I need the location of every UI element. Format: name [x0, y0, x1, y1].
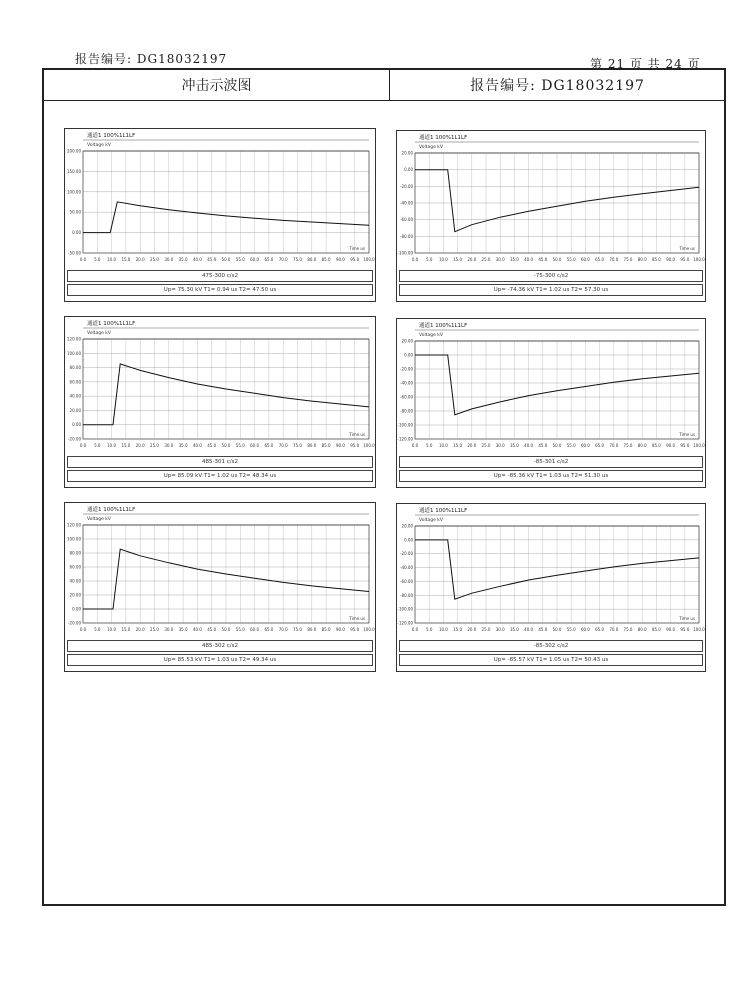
x-tick-label: 45.0: [207, 443, 217, 448]
x-tick-label: 0.0: [411, 443, 419, 448]
x-tick-label: 95.0: [680, 443, 690, 448]
oscillogram-chart: [65, 317, 375, 455]
x-tick-label: 100.0: [693, 443, 705, 448]
x-tick-label: 55.0: [235, 627, 245, 632]
x-tick-label: 85.0: [321, 443, 331, 448]
x-tick-label: 25.0: [481, 257, 491, 262]
x-tick-label: 50.0: [552, 443, 562, 448]
x-axis-label: Time us: [679, 616, 695, 621]
waveform-caption: -75-300 c/s2: [399, 270, 703, 282]
y-tick-label: 0.00: [72, 606, 81, 612]
x-tick-label: 85.0: [321, 257, 331, 262]
x-tick-label: 80.0: [637, 627, 647, 632]
y-tick-label: 0.00: [404, 537, 413, 543]
y-tick-label: 100.00: [67, 189, 81, 195]
y-tick-label: 20.00: [69, 407, 81, 413]
x-tick-label: 10.0: [438, 627, 448, 632]
y-tick-label: -100.00: [397, 606, 413, 612]
y-axis-label: Voltage kV: [419, 518, 443, 523]
x-tick-label: 5.0: [94, 627, 101, 632]
x-tick-label: 70.0: [609, 443, 619, 448]
x-tick-label: 40.0: [524, 627, 534, 632]
x-tick-label: 30.0: [164, 627, 174, 632]
y-tick-label: -60.00: [400, 217, 413, 223]
x-tick-label: 80.0: [637, 257, 647, 262]
x-tick-label: 65.0: [595, 257, 605, 262]
x-tick-label: 60.0: [580, 443, 590, 448]
x-tick-label: 50.0: [221, 443, 231, 448]
x-tick-label: 30.0: [495, 443, 505, 448]
x-tick-label: 45.0: [538, 443, 548, 448]
x-tick-label: 100.0: [363, 257, 375, 262]
x-tick-label: 15.0: [121, 257, 131, 262]
x-tick-label: 100.0: [363, 443, 375, 448]
x-tick-label: 0.0: [79, 443, 87, 448]
x-tick-label: 10.0: [438, 257, 448, 262]
y-tick-label: 0.00: [404, 352, 413, 358]
x-tick-label: 20.0: [135, 257, 145, 262]
x-tick-label: 25.0: [150, 443, 159, 448]
y-tick-label: 60.00: [69, 564, 81, 570]
y-tick-label: -50.00: [68, 250, 81, 256]
x-tick-label: 25.0: [150, 257, 159, 262]
y-tick-label: -40.00: [400, 380, 413, 386]
x-tick-label: 35.0: [178, 257, 188, 262]
x-tick-label: 15.0: [453, 257, 463, 262]
x-tick-label: 90.0: [666, 257, 676, 262]
y-tick-label: 0.00: [404, 167, 413, 173]
x-tick-label: 35.0: [509, 627, 519, 632]
oscillogram-chart: [65, 129, 375, 269]
x-tick-label: 10.0: [107, 443, 117, 448]
table-title-row: [44, 70, 724, 101]
x-tick-label: 80.0: [307, 443, 317, 448]
x-tick-label: 45.0: [538, 257, 548, 262]
y-tick-label: -100.00: [397, 250, 413, 256]
x-tick-label: 45.0: [538, 627, 548, 632]
x-tick-label: 70.0: [278, 257, 288, 262]
waveform-panel-4: [396, 318, 706, 488]
y-tick-label: -40.00: [400, 200, 413, 206]
y-tick-label: -20.00: [400, 366, 413, 372]
x-tick-label: 60.0: [250, 443, 260, 448]
y-tick-label: 40.00: [69, 393, 81, 399]
x-tick-label: 90.0: [335, 257, 345, 262]
y-tick-label: -60.00: [400, 394, 413, 400]
x-tick-label: 15.0: [121, 627, 131, 632]
x-tick-label: 75.0: [623, 443, 633, 448]
y-tick-label: -60.00: [400, 578, 413, 584]
x-tick-label: 45.0: [207, 257, 217, 262]
x-tick-label: 25.0: [481, 443, 491, 448]
y-tick-label: 40.00: [69, 578, 81, 584]
x-tick-label: 90.0: [666, 443, 676, 448]
x-tick-label: 40.0: [192, 627, 202, 632]
x-tick-label: 75.0: [293, 627, 302, 632]
x-tick-label: 5.0: [426, 443, 433, 448]
y-tick-label: 150.00: [67, 168, 81, 174]
x-tick-label: 60.0: [250, 257, 260, 262]
x-tick-label: 10.0: [438, 443, 448, 448]
x-tick-label: 65.0: [595, 443, 605, 448]
x-tick-label: 20.0: [467, 443, 477, 448]
x-tick-label: 95.0: [350, 627, 360, 632]
x-tick-label: 10.0: [107, 257, 117, 262]
chart-title: 通道1 100%1L1LF: [87, 507, 136, 513]
oscillogram-chart: [397, 131, 705, 269]
x-tick-label: 55.0: [235, 257, 245, 262]
x-tick-label: 55.0: [235, 443, 245, 448]
x-tick-label: 55.0: [566, 627, 576, 632]
x-axis-label: Time us: [349, 246, 365, 251]
x-tick-label: 80.0: [307, 627, 317, 632]
waveform-panel-2: [396, 130, 706, 302]
y-tick-label: -120.00: [397, 620, 413, 626]
waveform-panel-3: [64, 316, 376, 488]
waveform-panel-6: [396, 503, 706, 672]
x-tick-label: 90.0: [666, 627, 676, 632]
report-number-header: 报告编号: DG18032197: [75, 52, 228, 66]
x-tick-label: 45.0: [207, 627, 217, 632]
x-tick-label: 75.0: [623, 627, 633, 632]
x-tick-label: 65.0: [264, 443, 274, 448]
x-tick-label: 25.0: [481, 627, 491, 632]
y-tick-label: 20.00: [401, 338, 413, 344]
y-tick-label: 0.00: [72, 422, 81, 428]
x-tick-label: 40.0: [192, 257, 202, 262]
waveform-parameters: Up= -74.36 kV T1= 1.02 us T2= 57.30 us: [399, 284, 703, 296]
y-tick-label: 80.00: [69, 550, 81, 556]
x-tick-label: 30.0: [164, 257, 174, 262]
chart-title: 通道1 100%1L1LF: [87, 133, 136, 139]
x-tick-label: 10.0: [107, 627, 117, 632]
x-tick-label: 50.0: [552, 627, 562, 632]
oscillogram-chart: [397, 319, 705, 455]
x-tick-label: 85.0: [651, 627, 661, 632]
waveform-panel-5: [64, 502, 376, 672]
x-tick-label: 30.0: [495, 627, 505, 632]
x-tick-label: 40.0: [192, 443, 202, 448]
y-axis-label: Voltage kV: [87, 143, 111, 148]
x-tick-label: 100.0: [693, 627, 705, 632]
x-tick-label: 5.0: [94, 257, 101, 262]
waveform-parameters: Up= -85.57 kV T1= 1.05 us T2= 50.43 us: [399, 654, 703, 666]
x-tick-label: 90.0: [335, 627, 345, 632]
x-tick-label: 80.0: [637, 443, 647, 448]
x-tick-label: 65.0: [264, 257, 274, 262]
x-tick-label: 85.0: [321, 627, 331, 632]
x-tick-label: 0.0: [411, 257, 419, 262]
y-tick-label: 20.00: [401, 150, 413, 156]
oscillogram-chart: [65, 503, 375, 639]
y-tick-label: 200.00: [67, 148, 81, 154]
x-tick-label: 35.0: [178, 627, 188, 632]
x-axis-label: Time us: [679, 432, 695, 437]
x-tick-label: 20.0: [467, 627, 477, 632]
x-tick-label: 70.0: [609, 627, 619, 632]
x-tick-label: 75.0: [623, 257, 633, 262]
y-tick-label: 100.00: [67, 536, 81, 542]
y-tick-label: -80.00: [400, 233, 413, 239]
waveform-caption: 485-302 c/s2: [67, 640, 373, 652]
x-tick-label: 0.0: [79, 257, 87, 262]
table-title-waveform: 冲击示波图: [44, 70, 390, 100]
y-axis-label: Voltage kV: [87, 331, 111, 336]
x-tick-label: 60.0: [580, 257, 590, 262]
waveform-caption: 485-301 c/s2: [67, 456, 373, 468]
x-tick-label: 5.0: [426, 257, 433, 262]
y-tick-label: -100.00: [397, 422, 413, 428]
y-tick-label: -20.00: [68, 436, 81, 442]
x-tick-label: 40.0: [524, 443, 534, 448]
x-tick-label: 90.0: [335, 443, 345, 448]
x-tick-label: 35.0: [509, 443, 519, 448]
x-axis-label: Time us: [349, 616, 365, 621]
x-axis-label: Time us: [349, 432, 365, 437]
y-axis-label: Voltage kV: [87, 517, 111, 522]
x-tick-label: 40.0: [524, 257, 534, 262]
x-tick-label: 100.0: [363, 627, 375, 632]
x-tick-label: 70.0: [609, 257, 619, 262]
waveform-parameters: Up= 85.53 kV T1= 1.03 us T2= 49.34 us: [67, 654, 373, 666]
x-tick-label: 0.0: [79, 627, 87, 632]
y-axis-label: Voltage kV: [419, 333, 443, 338]
y-tick-label: 50.00: [69, 209, 81, 215]
x-tick-label: 0.0: [411, 627, 419, 632]
x-tick-label: 95.0: [680, 627, 690, 632]
waveform-parameters: Up= 75.30 kV T1= 0.94 us T2= 47.50 us: [67, 284, 373, 296]
y-axis-label: Voltage kV: [419, 145, 443, 150]
x-tick-label: 15.0: [453, 443, 463, 448]
x-tick-label: 55.0: [566, 257, 576, 262]
x-tick-label: 20.0: [135, 627, 145, 632]
y-tick-label: -20.00: [400, 183, 413, 189]
x-tick-label: 20.0: [135, 443, 145, 448]
x-axis-label: Time us: [679, 246, 695, 251]
y-tick-label: 120.00: [67, 336, 81, 342]
chart-title: 通道1 100%1L1LF: [87, 321, 136, 327]
x-tick-label: 35.0: [178, 443, 188, 448]
x-tick-label: 50.0: [221, 627, 231, 632]
y-tick-label: -20.00: [400, 551, 413, 557]
x-tick-label: 60.0: [250, 627, 260, 632]
x-tick-label: 95.0: [680, 257, 690, 262]
y-tick-label: -80.00: [400, 592, 413, 598]
x-tick-label: 80.0: [307, 257, 317, 262]
y-tick-label: -120.00: [397, 436, 413, 442]
y-tick-label: 20.00: [69, 592, 81, 598]
x-tick-label: 50.0: [552, 257, 562, 262]
x-tick-label: 95.0: [350, 443, 360, 448]
x-tick-label: 35.0: [509, 257, 519, 262]
x-tick-label: 55.0: [566, 443, 576, 448]
x-tick-label: 85.0: [651, 443, 661, 448]
y-tick-label: -20.00: [68, 620, 81, 626]
x-tick-label: 60.0: [580, 627, 590, 632]
y-tick-label: 80.00: [69, 365, 81, 371]
chart-title: 通道1 100%1L1LF: [419, 508, 468, 514]
x-tick-label: 5.0: [94, 443, 101, 448]
waveform-panel-1: [64, 128, 376, 302]
y-tick-label: 120.00: [67, 522, 81, 528]
table-title-report-number: 报告编号: DG18032197: [470, 78, 645, 94]
x-tick-label: 70.0: [278, 627, 288, 632]
x-tick-label: 20.0: [467, 257, 477, 262]
x-tick-label: 85.0: [651, 257, 661, 262]
x-tick-label: 50.0: [221, 257, 231, 262]
x-tick-label: 30.0: [164, 443, 174, 448]
x-tick-label: 5.0: [426, 627, 433, 632]
oscillogram-chart: [397, 504, 705, 639]
y-tick-label: 60.00: [69, 379, 81, 385]
chart-title: 通道1 100%1L1LF: [419, 323, 468, 329]
y-tick-label: 100.00: [67, 350, 81, 356]
y-tick-label: -80.00: [400, 408, 413, 414]
x-tick-label: 15.0: [121, 443, 131, 448]
waveform-caption: -85-301 c/s2: [399, 456, 703, 468]
x-tick-label: 100.0: [693, 257, 705, 262]
x-tick-label: 15.0: [453, 627, 463, 632]
x-tick-label: 25.0: [150, 627, 159, 632]
waveform-parameters: Up= -85.36 kV T1= 1.03 us T2= 51.30 us: [399, 470, 703, 482]
x-tick-label: 75.0: [293, 257, 302, 262]
x-tick-label: 95.0: [350, 257, 360, 262]
y-tick-label: 20.00: [401, 523, 413, 529]
waveform-caption: 475-300 c/s2: [67, 270, 373, 282]
y-tick-label: -40.00: [400, 565, 413, 571]
page-number: 第 21 页 共 24 页: [590, 57, 701, 71]
waveform-parameters: Up= 85.09 kV T1= 1.02 us T2= 48.34 us: [67, 470, 373, 482]
y-tick-label: 0.00: [72, 230, 81, 236]
x-tick-label: 65.0: [264, 627, 274, 632]
chart-title: 通道1 100%1L1LF: [419, 135, 468, 141]
x-tick-label: 30.0: [495, 257, 505, 262]
x-tick-label: 65.0: [595, 627, 605, 632]
waveform-caption: -85-302 c/s2: [399, 640, 703, 652]
x-tick-label: 70.0: [278, 443, 288, 448]
x-tick-label: 75.0: [293, 443, 302, 448]
